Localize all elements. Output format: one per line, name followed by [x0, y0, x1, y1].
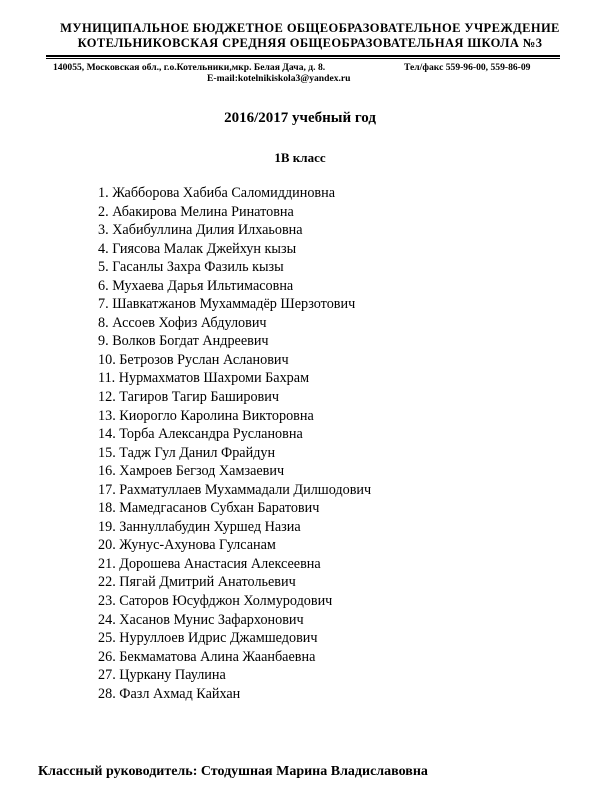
student-item: 9. Волков Богдат Андреевич	[98, 333, 269, 350]
student-item: 25. Нуруллоев Идрис Джамшедович	[98, 630, 318, 647]
student-item: 16. Хамроев Бегзод Хамзаевич	[98, 463, 285, 480]
school-year-title: 2016/2017 учебный год	[224, 110, 376, 126]
student-item: 23. Саторов Юсуфджон Холмуродович	[98, 593, 333, 610]
school-email: E-mail:kotelnikiskola3@yandex.ru	[207, 73, 351, 84]
student-item: 4. Гиясова Малак Джейхун кызы	[98, 240, 297, 257]
student-item: 18. Мамедгасанов Субхан Баратович	[98, 500, 320, 517]
student-item: 1. Жабборова Хабиба Саломиддиновна	[98, 185, 335, 201]
student-item: 12. Тагиров Тагир Баширович	[98, 389, 279, 406]
header-divider-thin	[46, 58, 560, 59]
student-item: 17. Рахматуллаев Мухаммадали Дилшодович	[98, 481, 372, 498]
student-item: 26. Бекмаматова Алина Жаанбаевна	[98, 648, 316, 665]
header-divider-thick	[46, 55, 560, 57]
school-name-line-1: МУНИЦИПАЛЬНОЕ БЮДЖЕТНОЕ ОБЩЕОБРАЗОВАТЕЛЬНОЕ УЧРЕЖДЕНИЕ	[60, 21, 560, 35]
school-phone: Тел/факс 559-96-00, 559-86-09	[404, 62, 531, 73]
school-address: 140055, Московская обл., г.о.Котельники,мкр. Белая Дача, д. 8.	[53, 62, 326, 73]
student-item: 20. Жунус-Ахунова Гулсанам	[98, 537, 276, 554]
student-item: 7. Шавкатжанов Мухаммадёр Шерзотович	[98, 296, 356, 313]
student-item: 11. Нурмахматов Шахроми Бахрам	[98, 370, 310, 387]
student-item: 8. Ассоев Хофиз Абдулович	[98, 314, 267, 331]
student-item: 27. Цуркану Паулина	[98, 667, 226, 684]
student-list	[98, 184, 371, 703]
student-item: 6. Мухаева Дарья Ильтимасовна	[98, 277, 294, 294]
student-item: 2. Абакирова Мелина Ринатовна	[98, 203, 294, 220]
student-item: 14. Торба Александра Руслановна	[98, 426, 303, 443]
student-item: 22. Пягай Дмитрий Анатольевич	[98, 574, 296, 591]
student-item: 3. Хабибуллина Дилия Илхаьовна	[98, 222, 303, 239]
student-item: 19. Заннуллабудин Хуршед Назиа	[98, 518, 301, 535]
class-teacher: Классный руководитель: Стодушная Марина Владиславовна	[38, 764, 428, 779]
student-item: 24. Хасанов Мунис Зафархонович	[98, 611, 304, 628]
student-item: 21. Дорошева Анастасия Алексеевна	[98, 555, 321, 572]
student-item: 15. Тадж Гул Данил Фрайдун	[98, 444, 276, 461]
student-item: 5. Гасанлы Захра Фазиль кызы	[98, 259, 284, 276]
student-item: 10. Бетрозов Руслан Асланович	[98, 351, 289, 368]
student-item: 13. Киорогло Каролина Викторовна	[98, 407, 314, 424]
school-name-line-2: КОТЕЛЬНИКОВСКАЯ СРЕДНЯЯ ОБЩЕОБРАЗОВАТЕЛЬНАЯ ШКОЛА №3	[77, 36, 543, 50]
student-item: 28. Фазл Ахмад Кайхан	[98, 685, 241, 702]
class-title: 1В класс	[274, 150, 326, 165]
